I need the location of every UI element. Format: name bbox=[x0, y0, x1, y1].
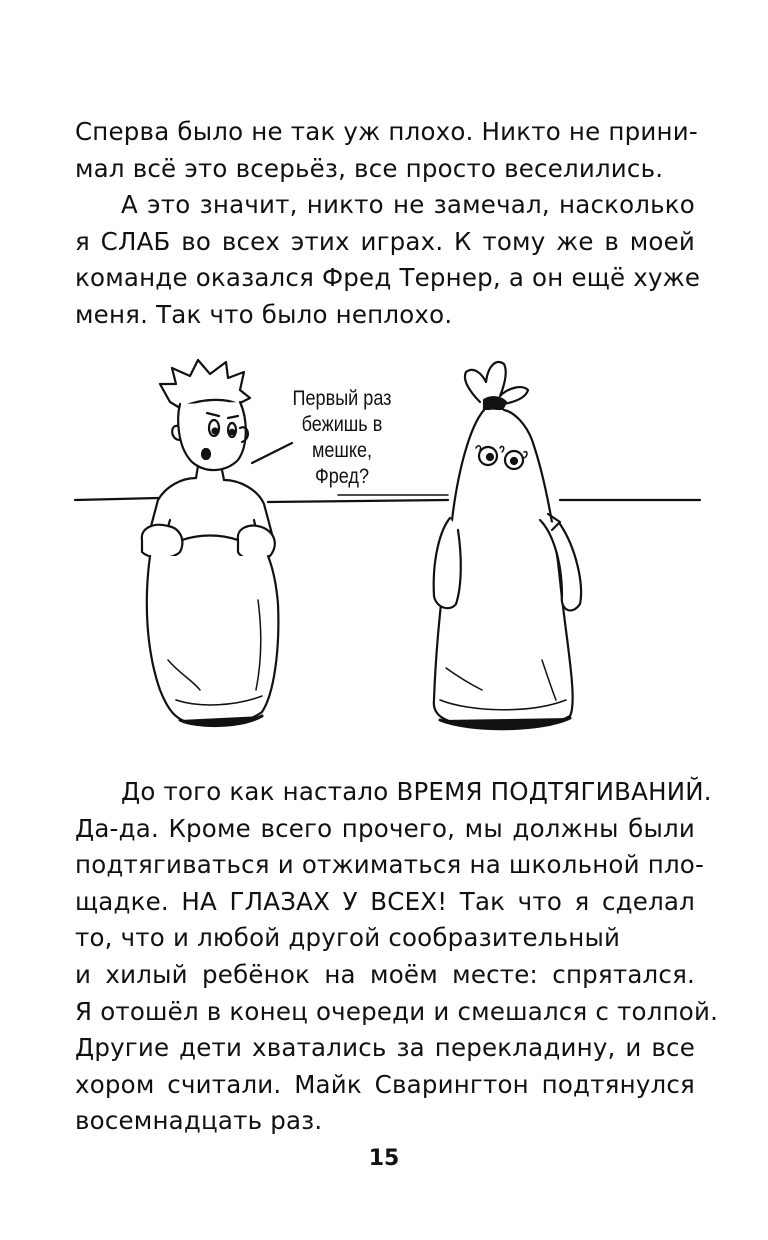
page-number: 15 bbox=[368, 1146, 400, 1171]
text-line: то, что и любой другой сообразительный bbox=[75, 923, 621, 953]
speech-bubble bbox=[273, 386, 411, 490]
text-line: и хилый ребёнок на моём месте: спрятался. bbox=[75, 959, 695, 989]
text-line: мал всё это всерьёз, все просто веселились. bbox=[75, 153, 664, 183]
text-line: восемнадцать раз. bbox=[75, 1106, 323, 1136]
text-line: Я отошёл в конец очереди и смешался с толпой. bbox=[75, 996, 719, 1026]
speech-line: Фред? bbox=[314, 465, 369, 488]
text-line: подтягиваться и отжиматься на школьной пло- bbox=[75, 850, 705, 880]
text-line: меня. Так что было неплохо. bbox=[75, 299, 453, 329]
text-line: щадке. НА ГЛАЗАХ У ВСЕХ! Так что я сделал bbox=[75, 886, 695, 916]
text-line: команде оказался Фред Тернер, а он ещё хуже bbox=[75, 263, 701, 293]
paragraph-1 bbox=[75, 114, 701, 334]
paragraph-2 bbox=[75, 774, 719, 1140]
text-line: Другие дети хватались за перекладину, и все bbox=[75, 1033, 695, 1063]
text-line: я СЛАБ во всех этих играх. К тому же в моей bbox=[75, 226, 695, 256]
text-line: Да-да. Кроме всего прочего, мы должны были bbox=[75, 813, 695, 843]
text-line: А это значит, никто не замечал, насколько bbox=[121, 190, 695, 220]
text-line: хором считали. Майк Сварингтон подтянулся bbox=[75, 1069, 695, 1099]
text-line: Сперва было не так уж плохо. Никто не прини- bbox=[75, 117, 698, 146]
text-line: До того как настало ВРЕМЯ ПОДТЯГИВАНИЙ. bbox=[121, 777, 712, 806]
speech-line: Первый раз bbox=[292, 387, 392, 410]
speech-line: бежишь в мешке, bbox=[301, 413, 383, 462]
